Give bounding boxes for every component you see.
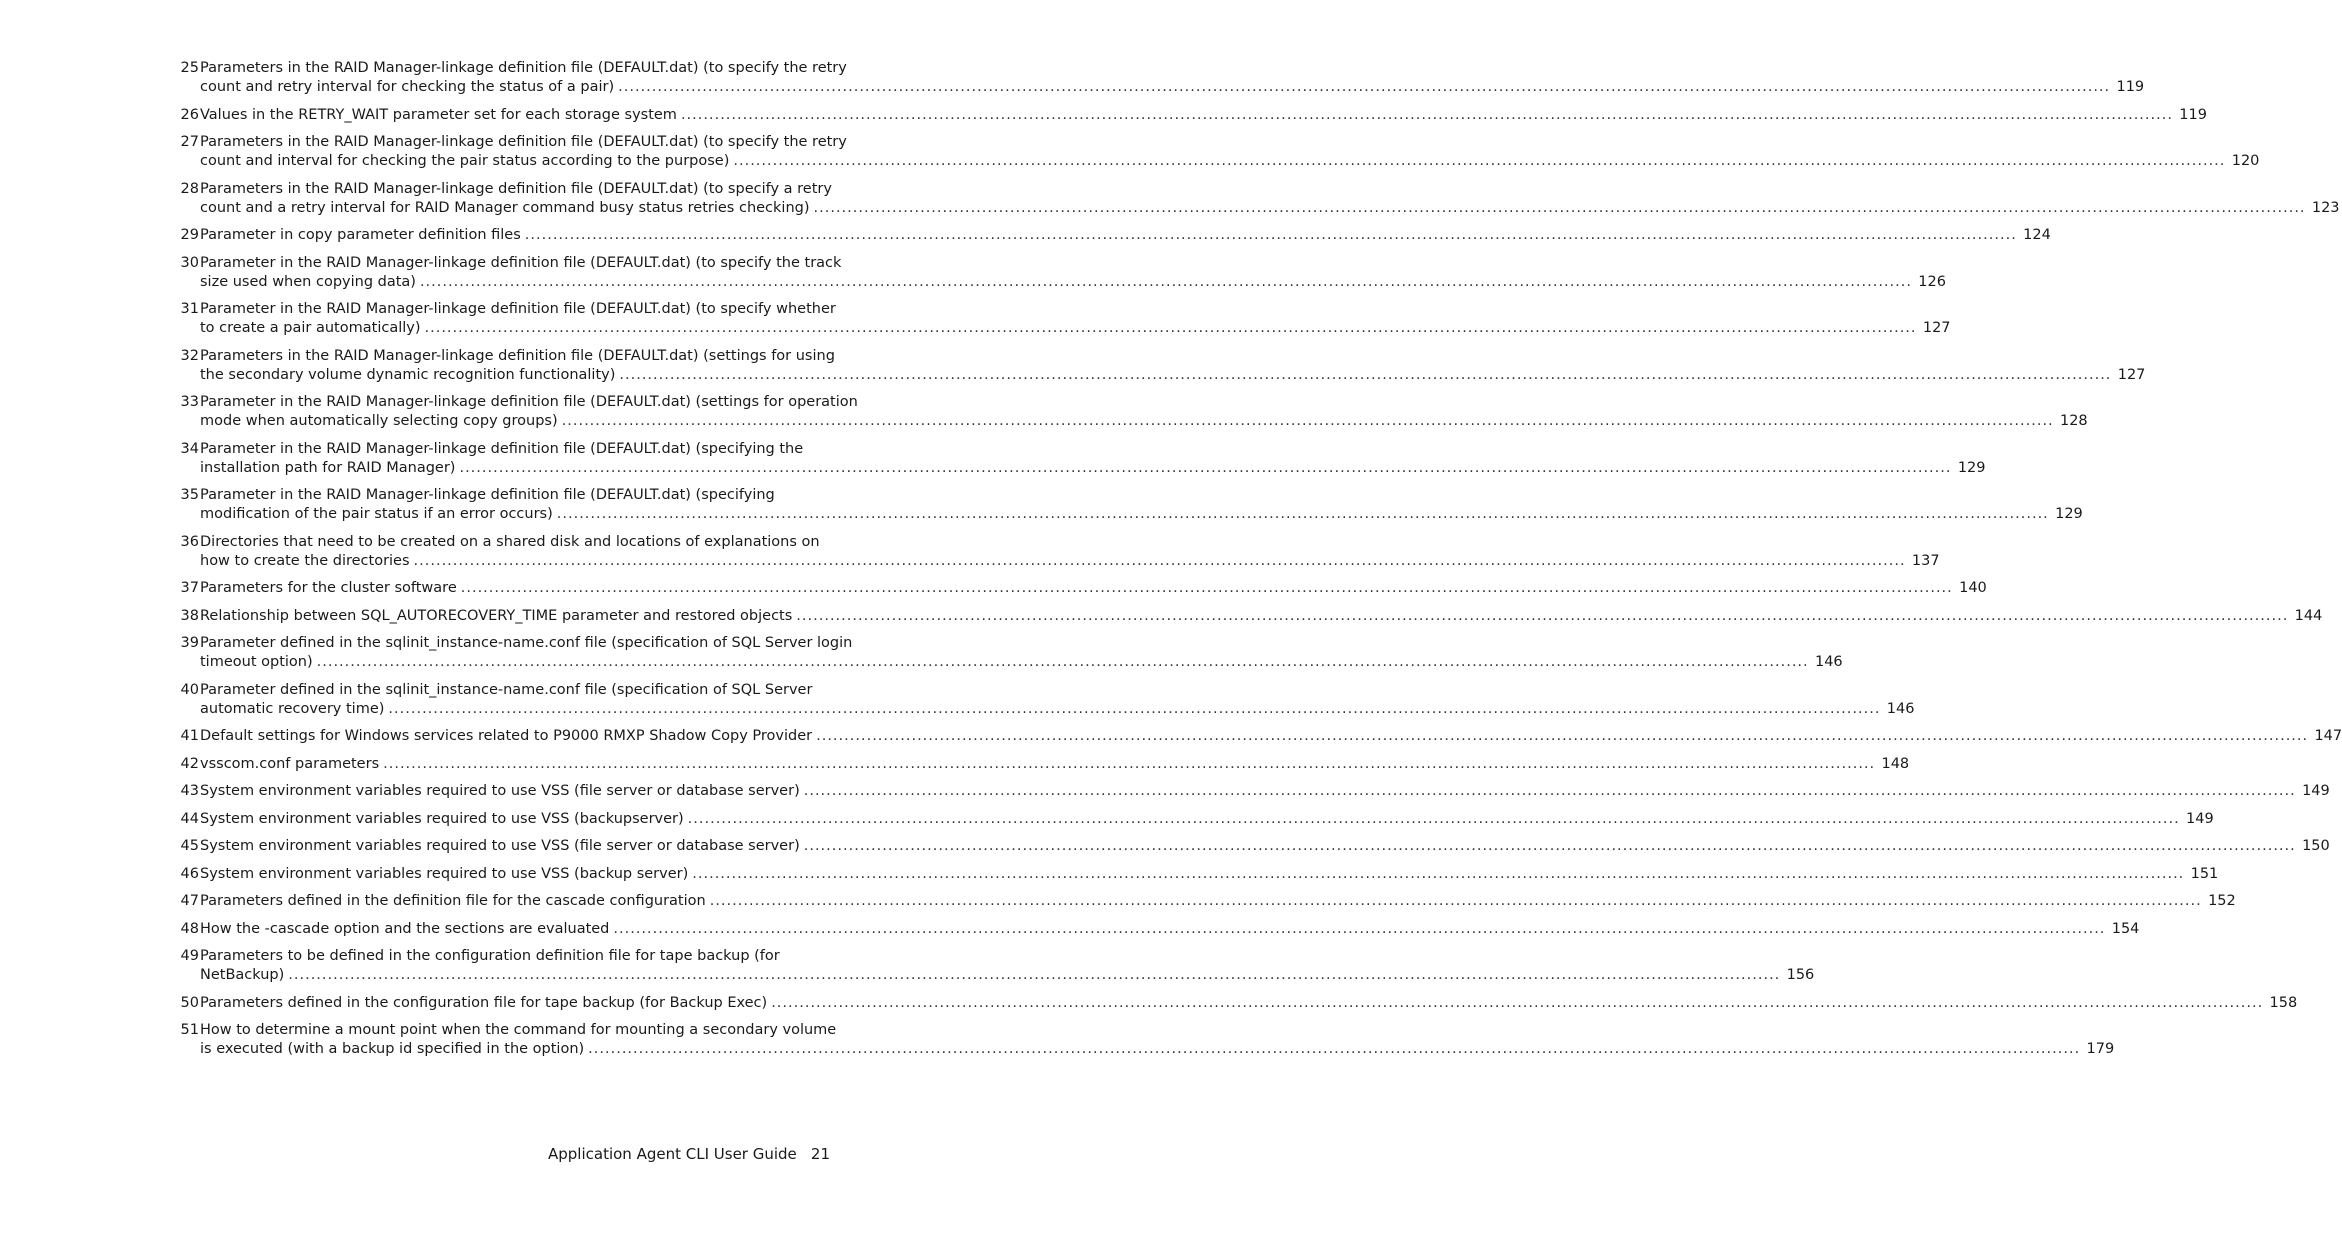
toc-entry-body	[200, 106, 2207, 125]
toc-entry-title: Parameter in the RAID Manager-linkage definition file (DEFAULT.dat) (settings for operation	[200, 394, 858, 410]
toc-entry-number: 29	[180, 227, 199, 243]
toc-entry[interactable]	[165, 755, 1910, 774]
dot-leader	[733, 152, 2225, 171]
toc-entry-number: 46	[180, 865, 199, 882]
toc-entry-page: 127	[1922, 320, 1951, 336]
toc-entry-line	[200, 782, 2330, 801]
toc-entry-title: size used when copying data)	[200, 273, 416, 290]
toc-entry-page: 149	[2302, 783, 2330, 799]
toc-entry[interactable]	[165, 579, 1987, 598]
toc-entry-body	[200, 634, 1843, 672]
toc-entry-body	[200, 226, 2051, 245]
toc-entry-number: 33	[180, 394, 199, 410]
toc-entry-title: Values in the RETRY_WAIT parameter set for each storage system	[200, 106, 677, 123]
toc-entry-page: 140	[1959, 580, 1987, 596]
dot-leader	[317, 653, 1809, 672]
dot-leader	[588, 1040, 2080, 1059]
toc-entry-body	[200, 782, 2330, 801]
dot-leader	[619, 366, 2111, 385]
toc-entry[interactable]	[165, 1021, 2115, 1059]
toc-entry[interactable]	[165, 133, 2260, 171]
toc-entry-page: 128	[2059, 413, 2088, 429]
toc-entry-title: Parameters in the RAID Manager-linkage definition file (DEFAULT.dat) (settings for using	[200, 347, 835, 364]
toc-entry-line	[200, 319, 1951, 338]
toc-entry-number: 30	[180, 254, 199, 271]
toc-entry-line	[200, 966, 1814, 985]
toc-entry-page: 179	[2086, 1041, 2115, 1057]
toc-entry-number: 26	[180, 106, 199, 123]
toc-entry-number: 37	[180, 580, 199, 596]
toc-entry-line	[200, 892, 2236, 911]
toc-entry-line	[200, 180, 2340, 199]
toc-entry-number: 27	[180, 134, 199, 150]
toc-entry-title: How the -cascade option and the sections are evaluated	[200, 920, 610, 937]
dot-leader	[420, 273, 1912, 292]
toc-entry-title: Parameters in the RAID Manager-linkage definition file (DEFAULT.dat) (to specify the retry	[200, 60, 847, 76]
dot-leader	[692, 865, 2184, 884]
dot-leader	[525, 226, 2017, 245]
toc-entry-line	[200, 366, 2145, 385]
toc-entry-line	[200, 994, 2297, 1013]
dot-leader	[618, 78, 2110, 97]
toc-entry-title: count and retry interval for checking the status of a pair)	[200, 79, 615, 95]
toc-entry-title: count and a retry interval for RAID Manager command busy status retries checking)	[200, 199, 810, 216]
toc-entry-page: 123	[2311, 199, 2340, 216]
toc-entry-line	[200, 681, 1914, 700]
toc-entry-title: Parameters in the RAID Manager-linkage definition file (DEFAULT.dat) (to specify a retry	[200, 180, 832, 197]
toc-entry-number: 38	[180, 607, 199, 624]
toc-entry-title: How to determine a mount point when the command for mounting a secondary volume	[200, 1022, 837, 1038]
toc-entry-number: 35	[180, 487, 199, 503]
toc-entry-body	[200, 947, 1814, 985]
toc-entry-line	[200, 947, 1814, 966]
toc-entry-page: 149	[2186, 810, 2214, 827]
toc-entry-body	[200, 1021, 2114, 1059]
toc-entry-title: how to create the directories	[200, 552, 410, 569]
toc-entry-page: 119	[2116, 79, 2145, 95]
toc-entry-number: 28	[180, 180, 199, 197]
toc-entry-number: 49	[180, 948, 199, 964]
toc-entry-page: 126	[1918, 273, 1946, 290]
footer-page-number: 21	[810, 1145, 830, 1163]
toc-entry-line	[200, 579, 1987, 598]
list-of-tables	[165, 59, 2342, 1068]
dot-leader	[804, 782, 2296, 801]
toc-entry-title: automatic recovery time)	[200, 700, 385, 717]
toc-entry-number: 50	[180, 994, 199, 1011]
toc-entry[interactable]	[165, 865, 2219, 884]
toc-entry-title: Parameters in the RAID Manager-linkage definition file (DEFAULT.dat) (to specify the retry	[200, 134, 847, 150]
toc-entry-number: 40	[180, 681, 199, 698]
toc-entry-line	[200, 755, 1909, 774]
toc-entry-line	[200, 440, 1986, 459]
page-footer	[548, 1144, 830, 1164]
toc-entry-body	[200, 486, 2083, 524]
toc-entry[interactable]	[165, 920, 2140, 939]
toc-entry-number: 44	[180, 810, 199, 827]
toc-entry-title: the secondary volume dynamic recognition functionality)	[200, 366, 616, 383]
toc-entry-body	[200, 393, 2088, 431]
toc-entry-body	[200, 347, 2145, 385]
toc-entry-page: 119	[2179, 106, 2207, 123]
toc-entry-body	[200, 133, 2259, 171]
dot-leader	[771, 994, 2263, 1013]
toc-entry[interactable]	[165, 782, 2330, 801]
toc-entry-number: 41	[180, 728, 199, 744]
toc-entry-line	[200, 459, 1986, 478]
toc-entry-body	[200, 300, 1951, 338]
toc-entry-page: 158	[2269, 994, 2298, 1011]
toc-entry[interactable]	[165, 440, 1986, 478]
toc-entry-body	[200, 892, 2236, 911]
toc-entry-body	[200, 837, 2330, 856]
toc-entry-line	[200, 700, 1914, 719]
toc-entry-title: Default settings for Windows services related to P9000 RMXP Shadow Copy Provider	[200, 728, 813, 744]
toc-entry-body	[200, 920, 2139, 939]
toc-entry-page: 152	[2208, 893, 2236, 909]
toc-entry-number: 45	[180, 838, 199, 854]
toc-entry-page: 129	[2055, 506, 2083, 522]
dot-leader	[688, 810, 2180, 829]
toc-entry-title: Parameters to be defined in the configuration definition file for tape backup (for	[200, 948, 780, 964]
dot-leader	[288, 966, 1780, 985]
toc-entry-body	[200, 254, 1946, 292]
toc-entry-page: 150	[2302, 838, 2330, 854]
toc-entry[interactable]	[165, 106, 2207, 125]
toc-entry-line	[200, 552, 1940, 571]
toc-entry-number: 25	[180, 60, 199, 76]
dot-leader	[388, 700, 1880, 719]
toc-entry-page: 127	[2117, 366, 2146, 383]
toc-entry-body	[200, 180, 2340, 218]
toc-entry-number: 43	[180, 783, 199, 799]
toc-entry[interactable]	[165, 59, 2145, 97]
toc-entry-title: Parameters for the cluster software	[200, 580, 457, 596]
toc-entry-page: 129	[1957, 459, 1986, 476]
toc-entry[interactable]	[165, 180, 2340, 218]
toc-entry-line	[200, 347, 2145, 366]
toc-entry-page: 154	[2111, 920, 2140, 937]
toc-entry-line	[200, 393, 2088, 412]
dot-leader	[414, 552, 1906, 571]
toc-entry[interactable]	[165, 994, 2298, 1013]
toc-entry[interactable]	[165, 486, 2083, 524]
toc-entry-title: modification of the pair status if an error occurs)	[200, 506, 553, 522]
toc-entry-title: Parameters defined in the configuration file for tape backup (for Backup Exec)	[200, 994, 768, 1011]
toc-entry-title: System environment variables required to use VSS (backup server)	[200, 865, 689, 882]
toc-entry[interactable]	[165, 393, 2088, 431]
toc-entry[interactable]	[165, 892, 2236, 911]
toc-entry-title: System environment variables required to use VSS (file server or database server)	[200, 838, 800, 854]
toc-entry-title: Parameter defined in the sqlinit_instance-name.conf file (specification of SQL Server	[200, 681, 813, 698]
toc-entry-page: 137	[1911, 552, 1940, 569]
toc-entry-line	[200, 810, 2214, 829]
toc-entry-body	[200, 607, 2322, 626]
toc-entry-body	[200, 810, 2214, 829]
toc-entry[interactable]	[165, 607, 2323, 626]
toc-entry-title: Relationship between SQL_AUTORECOVERY_TIME parameter and restored objects	[200, 607, 793, 624]
toc-entry-body	[200, 755, 1909, 774]
toc-entry-title: is executed (with a backup id specified in the option)	[200, 1041, 585, 1057]
toc-entry-line	[200, 300, 1951, 319]
toc-entry-body	[200, 440, 1986, 478]
toc-entry-line	[200, 199, 2340, 218]
dot-leader	[383, 755, 1875, 774]
dot-leader	[804, 837, 2296, 856]
toc-entry-line	[200, 1021, 2114, 1040]
toc-entry-page: 147	[2314, 728, 2342, 744]
toc-entry-title: Parameter in copy parameter definition files	[200, 227, 521, 243]
toc-entry-number: 48	[180, 920, 199, 937]
toc-entry-title: Parameter in the RAID Manager-linkage definition file (DEFAULT.dat) (to specify whether	[200, 301, 836, 317]
toc-entry-line	[200, 78, 2144, 97]
toc-entry-line	[200, 486, 2083, 505]
toc-entry-title: mode when automatically selecting copy groups)	[200, 413, 558, 429]
toc-entry-line	[200, 1040, 2114, 1059]
toc-entry-line	[200, 273, 1946, 292]
toc-entry-number: 47	[180, 893, 199, 909]
toc-entry-title: to create a pair automatically)	[200, 320, 421, 336]
toc-entry-page: 148	[1881, 755, 1910, 772]
toc-entry-page: 144	[2294, 607, 2323, 624]
toc-entry-line	[200, 607, 2322, 626]
toc-entry-line	[200, 106, 2207, 125]
toc-entry-line	[200, 727, 2342, 746]
toc-entry-line	[200, 505, 2083, 524]
toc-entry-title: Parameters defined in the definition file for the cascade configuration	[200, 893, 706, 909]
toc-entry-body	[200, 727, 2342, 746]
toc-entry-title: Parameter in the RAID Manager-linkage definition file (DEFAULT.dat) (specifying	[200, 487, 775, 503]
dot-leader	[681, 106, 2173, 125]
toc-entry-page: 146	[1814, 654, 1843, 670]
toc-entry-page: 120	[2231, 153, 2260, 169]
toc-entry-line	[200, 152, 2259, 171]
toc-entry-line	[200, 837, 2330, 856]
toc-entry-line	[200, 533, 1940, 552]
toc-entry-body	[200, 533, 1940, 571]
dot-leader	[796, 607, 2288, 626]
toc-entry-body	[200, 59, 2144, 97]
toc-entry-body	[200, 994, 2297, 1013]
toc-entry[interactable]	[165, 947, 1815, 985]
toc-entry-title: System environment variables required to use VSS (file server or database server)	[200, 783, 800, 799]
toc-entry-page: 156	[1786, 967, 1815, 983]
toc-entry[interactable]	[165, 810, 2214, 829]
toc-entry[interactable]	[165, 727, 2342, 746]
toc-entry-title: Parameter in the RAID Manager-linkage definition file (DEFAULT.dat) (to specify the track	[200, 254, 842, 271]
toc-entry[interactable]	[165, 226, 2051, 245]
toc-entry-number: 51	[180, 1022, 199, 1038]
toc-entry-title: System environment variables required to use VSS (backupserver)	[200, 810, 684, 827]
toc-entry-page: 124	[2023, 227, 2051, 243]
toc-entry-title: Directories that need to be created on a shared disk and locations of explanations on	[200, 533, 820, 550]
toc-entry[interactable]	[165, 300, 1951, 338]
toc-entry-line	[200, 133, 2259, 152]
toc-entry-number: 39	[180, 635, 199, 651]
toc-entry-number: 42	[180, 755, 199, 772]
toc-entry-line	[200, 653, 1843, 672]
toc-entry-body	[200, 579, 1987, 598]
toc-entry-title: vsscom.conf parameters	[200, 755, 380, 772]
dot-leader	[461, 579, 1953, 598]
toc-entry-line	[200, 254, 1946, 273]
toc-entry-body	[200, 865, 2218, 884]
dot-leader	[562, 412, 2054, 431]
toc-entry-title: NetBackup)	[200, 967, 285, 983]
toc-entry-line	[200, 920, 2139, 939]
toc-entry-number: 31	[180, 301, 199, 317]
toc-entry-number: 32	[180, 347, 199, 364]
toc-entry[interactable]	[165, 254, 1946, 292]
toc-entry-line	[200, 412, 2088, 431]
toc-entry-title: count and interval for checking the pair status according to the purpose)	[200, 153, 730, 169]
toc-entry-number: 34	[180, 440, 199, 457]
toc-entry-title: installation path for RAID Manager)	[200, 459, 456, 476]
dot-leader	[613, 920, 2105, 939]
toc-entry-line	[200, 865, 2218, 884]
toc-entry-body	[200, 681, 1914, 719]
toc-entry-line	[200, 634, 1843, 653]
dot-leader	[814, 199, 2306, 218]
toc-entry-number: 36	[180, 533, 199, 550]
toc-entry-page: 146	[1886, 700, 1915, 717]
toc-entry[interactable]	[165, 837, 2330, 856]
toc-entry-page: 151	[2190, 865, 2219, 882]
toc-entry-title: Parameter in the RAID Manager-linkage definition file (DEFAULT.dat) (specifying the	[200, 440, 804, 457]
toc-entry[interactable]	[165, 681, 1915, 719]
toc-entry-line	[200, 59, 2144, 78]
footer-title: Application Agent CLI User Guide	[548, 1145, 797, 1163]
dot-leader	[557, 505, 2049, 524]
toc-entry-title: Parameter defined in the sqlinit_instance-name.conf file (specification of SQL Server login	[200, 635, 853, 651]
dot-leader	[459, 459, 1951, 478]
toc-entry[interactable]	[165, 347, 2146, 385]
toc-entry[interactable]	[165, 533, 1940, 571]
dot-leader	[710, 892, 2202, 911]
toc-entry-line	[200, 226, 2051, 245]
dot-leader	[816, 727, 2308, 746]
dot-leader	[425, 319, 1917, 338]
toc-entry-title: timeout option)	[200, 654, 313, 670]
toc-entry[interactable]	[165, 634, 1843, 672]
